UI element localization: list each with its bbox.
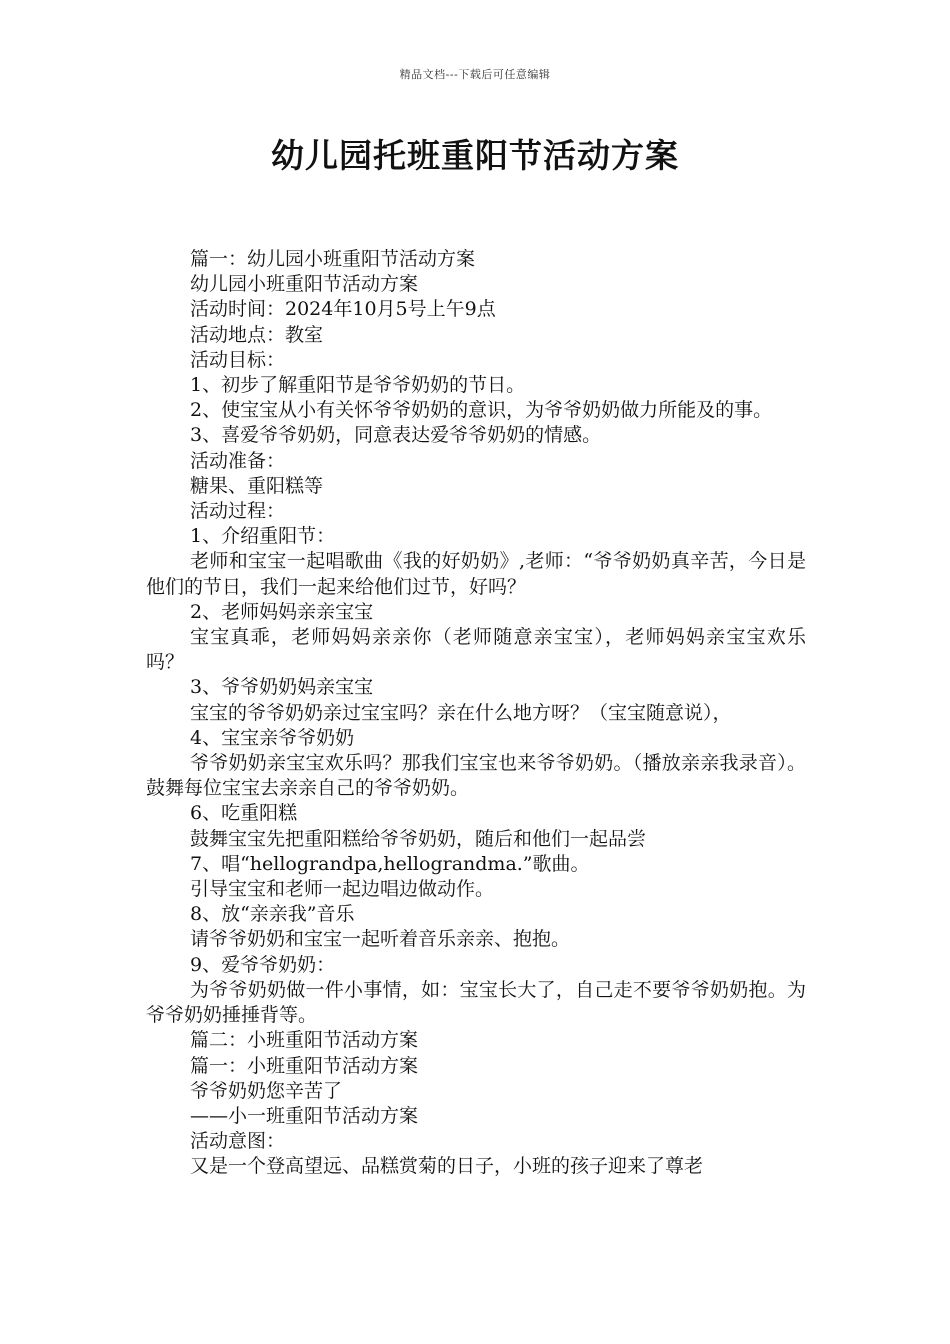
body-paragraph: 宝宝真乖，老师妈妈亲亲你（老师随意亲宝宝），老师妈妈亲宝宝欢乐吗？: [146, 626, 806, 674]
body-paragraph: 爷爷奶奶亲宝宝欢乐吗？那我们宝宝也来爷爷奶奶。（播放亲亲我录音）。鼓舞每位宝宝去亲亲自己的爷爷奶奶。: [146, 752, 806, 800]
document-title: 幼儿园托班重阳节活动方案: [271, 136, 679, 175]
body-paragraph: 2、使宝宝从小有关怀爷爷奶奶的意识，为爷爷奶奶做力所能及的事。: [190, 399, 773, 422]
body-paragraph: 宝宝的爷爷奶奶亲过宝宝吗？亲在什么地方呀？（宝宝随意说），: [190, 701, 732, 724]
body-paragraph: 活动意图：: [190, 1130, 286, 1153]
body-paragraph: 篇二：小班重阳节活动方案: [190, 1029, 419, 1052]
body-paragraph: 活动过程：: [190, 500, 286, 523]
body-paragraph: 篇一：幼儿园小班重阳节活动方案: [190, 248, 476, 270]
body-paragraph: 活动准备：: [190, 449, 286, 472]
body-paragraph: 8、放“亲亲我”音乐: [190, 903, 355, 926]
body-paragraph: 2、老师妈妈亲亲宝宝: [190, 600, 374, 623]
body-paragraph: 4、宝宝亲爷爷奶奶: [190, 726, 355, 749]
body-paragraph: 1、初步了解重阳节是爷爷奶奶的节日。: [190, 374, 526, 397]
body-paragraph: 3、爷爷奶奶妈亲宝宝: [190, 676, 374, 699]
body-paragraph: 爷爷奶奶您辛苦了: [190, 1079, 343, 1102]
body-paragraph: 活动时间：2024年10月5号上午9点: [190, 298, 496, 321]
body-paragraph: 活动地点：教室: [190, 323, 324, 346]
body-paragraph: 1、介绍重阳节：: [190, 525, 336, 548]
body-paragraph: 为爷爷奶奶做一件小事情，如：宝宝长大了，自己走不要爷爷奶奶抱。为爷爷奶奶捶捶背等。: [146, 978, 806, 1027]
body-paragraph: 篇一：小班重阳节活动方案: [190, 1054, 419, 1077]
body-paragraph: 9、爱爷爷奶奶：: [190, 953, 336, 976]
body-paragraph: 幼儿园小班重阳节活动方案: [190, 273, 419, 296]
body-paragraph: 鼓舞宝宝先把重阳糕给爷爷奶奶，随后和他们一起品尝: [190, 827, 647, 850]
body-paragraph: 糖果、重阳糕等: [190, 474, 324, 497]
body-paragraph: 3、喜爱爷爷奶奶，同意表达爱爷爷奶奶的情感。: [190, 424, 602, 447]
body-paragraph: 请爷爷奶奶和宝宝一起听着音乐亲亲、抱抱。: [190, 928, 571, 951]
body-paragraph: 7、唱“hellograndpa,hellograndma.”歌曲。: [190, 852, 590, 875]
body-paragraph: 6、吃重阳糕: [190, 802, 298, 825]
header-note: 精品文档---下载后可任意编辑: [399, 68, 551, 81]
body-paragraph: 活动目标：: [190, 348, 286, 371]
body-paragraph: ——小一班重阳节活动方案: [190, 1104, 419, 1127]
body-paragraph: 老师和宝宝一起唱歌曲《我的好奶奶》,老师：“爷爷奶奶真辛苦，今日是他们的节日，我们一起来给他们过节，好吗？: [146, 550, 806, 598]
body-paragraph: 又是一个登高望远、品糕赏菊的日子，小班的孩子迎来了尊老: [190, 1155, 704, 1178]
body-paragraph: 引导宝宝和老师一起边唱边做动作。: [190, 878, 495, 901]
document-body: [146, 247, 806, 1180]
